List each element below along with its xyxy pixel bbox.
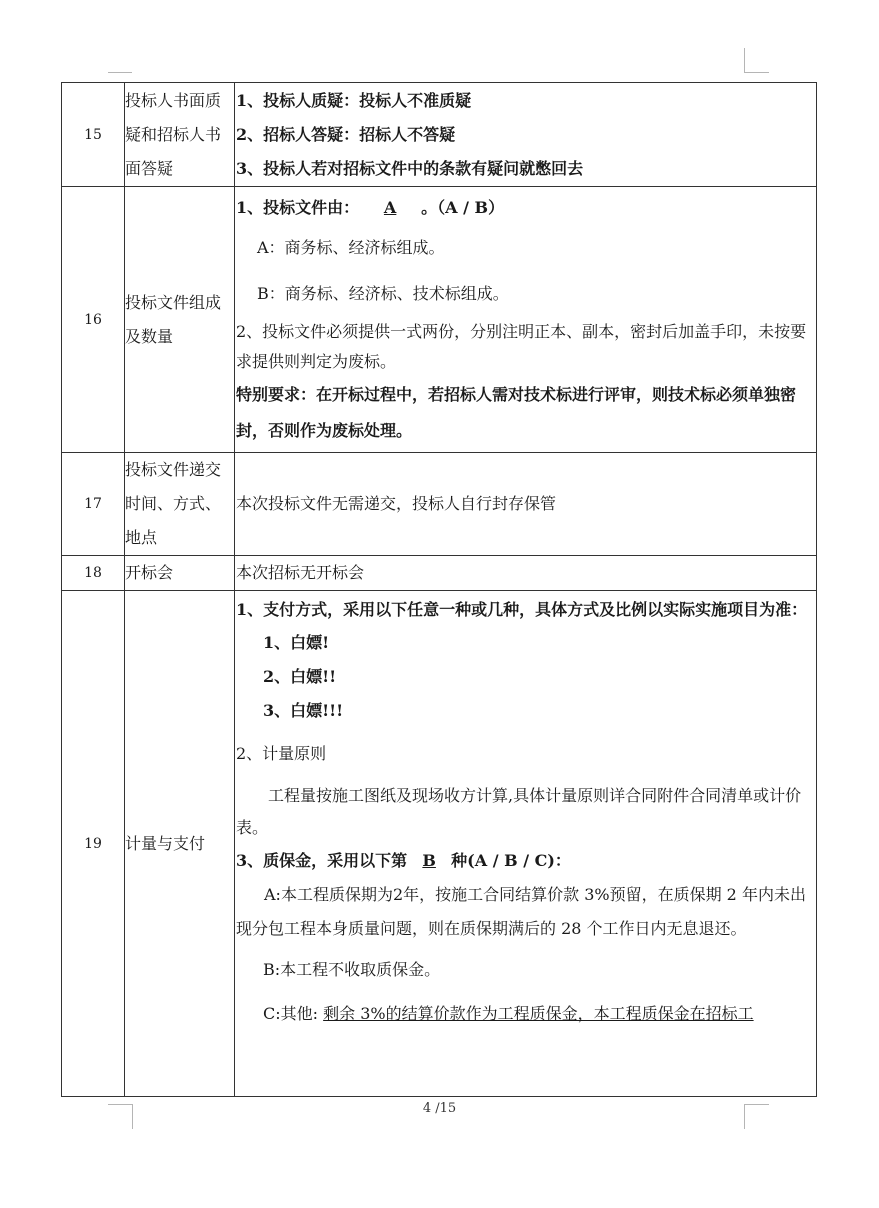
table-row-16 [62, 187, 817, 453]
row-content [235, 591, 817, 1097]
payment-option: 2、白嫖!! [263, 667, 337, 686]
crop-mark-top-left [108, 48, 132, 73]
content-line: 2、招标人答疑：招标人不答疑 [236, 124, 456, 144]
bidding-terms-table [61, 82, 817, 1097]
table-row-18 [62, 556, 817, 591]
option-b: B：商务标、经济标、技术标组成。 [257, 283, 509, 303]
measurement-title: 2、计量原则 [236, 744, 327, 763]
retention-option-a: A:本工程质保期为2年，按施工合同结算价款 3%预留，在质保期 2 年内未出现分包工程本身质量问题，则在质保期满后的 28 个工作日内无息退还。 [236, 885, 806, 938]
row-content [235, 556, 817, 591]
option-a: A：商务标、经济标组成。 [257, 237, 445, 257]
payment-method-title: 1、支付方式，采用以下任意一种或几种，具体方式及比例以实际实施项目为准： [236, 600, 808, 619]
row-number: 18 [62, 556, 125, 591]
opening-meeting-text: 本次招标无开标会 [236, 563, 365, 582]
retention-option-c-text: 剩余 3%的结算价款作为工程质保金，本工程质保金在招标工 [323, 1004, 754, 1023]
crop-mark-top-right [744, 48, 769, 73]
row-content [235, 83, 817, 187]
bid-composition-answer: A [383, 197, 397, 217]
row-item-title: 投标文件组成及数量 [125, 187, 235, 453]
special-requirement: 特别要求：在开标过程中，若招标人需对技术标进行评审，则技术标必须单独密封，否则作为废标处理。 [236, 384, 797, 440]
content-line: 3、投标人若对招标文件中的条款有疑问就憋回去 [236, 158, 584, 178]
measurement-text: 工程量按施工图纸及现场收方计算,具体计量原则详合同附件合同清单或计价表。 [236, 786, 802, 837]
bid-composition-question: 1、投标文件由： A 。（A / B） [235, 191, 816, 225]
row-number: 17 [62, 453, 125, 556]
row-number: 15 [62, 83, 125, 187]
submission-text: 本次投标文件无需递交，投标人自行封存保管 [236, 494, 557, 513]
page-number: 4 /15 [422, 1101, 457, 1116]
row-number: 19 [62, 591, 125, 1097]
table-row-17 [62, 453, 817, 556]
content-line: 1、投标人质疑：投标人不准质疑 [236, 90, 472, 110]
retention-question: 3、质保金，采用以下第 B 种(A / B / C)： [235, 844, 816, 878]
row-content [235, 187, 817, 453]
row-item-title: 计量与支付 [125, 591, 235, 1097]
retention-answer: B [422, 851, 436, 870]
table-row-19 [62, 591, 817, 1097]
table-row-15 [62, 83, 817, 187]
payment-option: 1、白嫖! [263, 633, 330, 652]
payment-option: 3、白嫖!!! [263, 701, 344, 720]
retention-option-b: B:本工程不收取质保金。 [263, 960, 441, 979]
row-item-title: 开标会 [125, 556, 235, 591]
row-content [235, 453, 817, 556]
copies-requirement: 2、投标文件必须提供一式两份，分别注明正本、副本，密封后加盖手印，未按要求提供则判定为废标。 [236, 321, 807, 371]
row-item-title: 投标人书面质疑和招标人书面答疑 [125, 83, 235, 187]
retention-option-c: C:其他: 剩余 3%的结算价款作为工程质保金，本工程质保金在招标工 [263, 1004, 754, 1023]
row-number: 16 [62, 187, 125, 453]
row-item-title: 投标文件递交时间、方式、地点 [125, 453, 235, 556]
